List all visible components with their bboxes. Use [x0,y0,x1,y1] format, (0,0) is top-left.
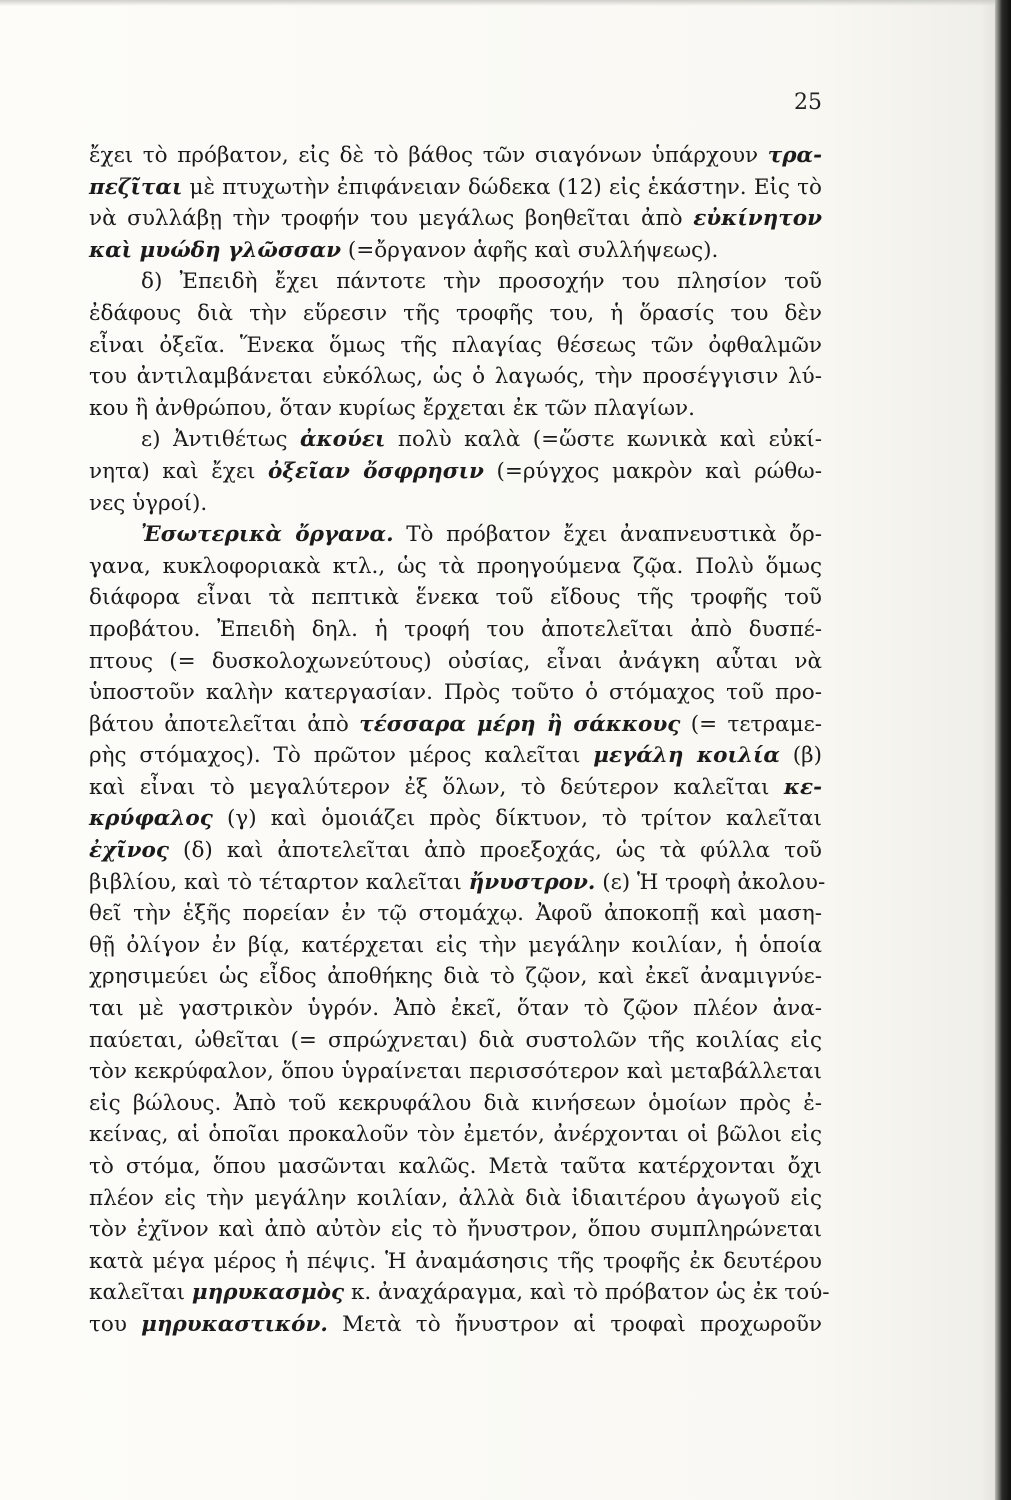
text-run: γανα, κυκλοφοριακὰ κτλ., ὡς τὰ προηγούμενα ζῷα. Πολὺ ὅμως [89,553,822,579]
text-line [89,172,822,204]
text-line [89,614,822,646]
text-run: ε) Ἀντιθέτως [141,427,300,453]
text-line [89,1246,822,1278]
text-line [89,519,822,551]
text-line [89,361,822,393]
emphasized-term: ἤνυστρον. [468,869,596,895]
emphasized-term: κε- [783,774,822,800]
page-binding-edge [995,0,1011,1500]
emphasized-term: κρύφαλος [89,806,213,832]
text-line [89,709,822,741]
text-line [89,140,822,172]
text-line [89,266,822,298]
page-number: 25 [794,90,822,115]
text-run: κου ἢ ἀνθρώπου, ὅταν κυρίως ἔρχεται ἐκ τῶν πλαγίων. [89,395,695,421]
text-run: νητα) καὶ ἔχει [89,458,268,484]
text-run: του ἀντιλαμβάνεται εὐκόλως, ὡς ὁ λαγωός, τὴν προσέγγισιν λύ- [89,364,822,390]
text-line [89,456,822,488]
text-run: (γ) καὶ ὁμοιάζει πρὸς δίκτυον, τὸ τρίτον καλεῖται [212,806,822,832]
text-run: θεῖ τὴν ἑξῆς πορείαν ἐν τῷ στομάχῳ. Ἀφοῦ ἀποκοπῇ καὶ μαση- [89,901,822,927]
text-line [89,1277,830,1309]
text-run: πλέον εἰς τὴν μεγάλην κοιλίαν, ἀλλὰ διὰ ἰδιαιτέρου ἀγωγοῦ εἰς [89,1185,822,1211]
text-run: τὸν ἐχῖνον καὶ ἀπὸ αὐτὸν εἰς τὸ ἤνυστρον, ὅπου συμπληρώνεται [89,1217,822,1243]
text-run: καὶ εἶναι τὸ μεγαλύτερον ἐξ ὅλων, τὸ δεύτερον καλεῖται [89,774,784,800]
text-line [89,646,822,678]
text-run: κείνας, αἱ ὁποῖαι προκαλοῦν τὸν ἐμετόν, ἀνέρχονται οἱ βῶλοι εἰς [89,1122,822,1148]
text-line [89,867,826,899]
text-run: Μετὰ τὸ ἤνυστρον αἱ τροφαὶ προχωροῦν [327,1311,822,1337]
emphasized-term: τρα- [767,143,822,168]
emphasized-term: τέσσαρα μέρη ἢ σάκκους [359,711,681,737]
text-run: Τὸ πρόβατον ἔχει ἀναπνευστικὰ ὄρ- [393,522,823,548]
text-line [89,1056,822,1088]
text-run: νὰ συλλάβῃ τὴν τροφήν του μεγάλως βοηθεῖται ἀπὸ [89,206,694,232]
text-run: νες ὑγροί). [89,490,208,516]
text-line [89,1214,822,1246]
text-run: (β) [779,743,822,769]
text-run: του [89,1311,142,1337]
emphasized-term: ἀκούει [299,427,386,453]
text-line [89,1151,822,1183]
text-run: μὲ πτυχωτὴν ἐπιφάνειαν δώδεκα (12) εἰς ἑκάστην. Εἰς τὸ [182,174,822,200]
emphasized-term: μηρυκασμὸς [191,1280,345,1306]
text-line [89,1183,822,1215]
emphasized-term: ἐχῖνος [89,838,169,864]
text-line [89,740,822,772]
text-run: βάτου ἀποτελεῖται ἀπὸ [89,711,360,737]
text-run: τὸ στόμα, ὅπου μασῶνται καλῶς. Μετὰ ταῦτα κατέρχονται ὄχι [89,1154,822,1179]
text-run: εἶναι ὀξεῖα. Ἕνεκα ὅμως τῆς πλαγίας θέσεως τῶν ὀφθαλμῶν [89,332,822,358]
text-run: πτους (= δυσκολοχωνεύτους) οὐσίας, εἶναι ἀνάγκη αὗται νὰ [89,648,822,674]
text-run: (δ) καὶ ἀποτελεῖται ἀπὸ προεξοχάς, ὡς τὰ φύλλα τοῦ [168,838,822,864]
text-line [89,235,822,267]
text-run: (ε) Ἡ τροφὴ ἀκολου- [595,869,826,895]
text-line [89,1309,822,1341]
text-run: ρὴς στόμαχος). Τὸ πρῶτον μέρος καλεῖται [89,743,594,769]
text-line [89,835,822,867]
emphasized-term: ὀξεῖαν ὄσφρησιν [267,458,484,484]
text-run: χρησιμεύει ὡς εἶδος ἀποθήκης διὰ τὸ ζῷον, καὶ ἐκεῖ ἀναμιγνύε- [89,964,822,990]
text-run: διάφορα εἶναι τὰ πεπτικὰ ἕνεκα τοῦ εἴδους τῆς τροφῆς τοῦ [89,585,822,611]
text-line [89,393,822,425]
emphasized-term: Ἐσωτερικὰ ὄργανα. [141,522,394,548]
text-line [89,803,822,835]
emphasized-term: εὐκίνητον [693,206,822,232]
text-line [89,1088,822,1120]
emphasized-term: πεζῖται [89,174,183,200]
text-run: ἔχει τὸ πρόβατον, εἰς δὲ τὸ βάθος τῶν σιαγόνων ὑπάρχουν [89,143,768,168]
text-run: τὸν κεκρύφαλον, ὅπου ὑγραίνεται περισσότερον καὶ μεταβάλλεται [89,1059,822,1085]
text-line [89,930,822,962]
text-run: καλεῖται [89,1280,192,1306]
text-run: ται μὲ γαστρικὸν ὑγρόν. Ἀπὸ ἐκεῖ, ὅταν τὸ ζῷον πλέον ἀνα- [89,996,822,1022]
text-run: (=ρύγχος μακρὸν καὶ ρώθω- [483,458,822,484]
text-run: παύεται, ὠθεῖται (= σπρώχνεται) διὰ συστολῶν τῆς κοιλίας εἰς [89,1027,822,1053]
text-line [89,961,822,993]
text-line [89,582,822,614]
text-line [89,488,822,520]
text-line [89,551,822,583]
text-run: πολὺ καλὰ (=ὥστε κωνικὰ καὶ εὐκί- [385,427,822,453]
text-run: κ. ἀναχάραγμα, καὶ τὸ πρόβατον ὡς ἐκ τού- [344,1280,830,1306]
text-line [89,1025,822,1057]
text-line [89,203,822,235]
body-text [89,140,830,1341]
text-line [89,298,822,330]
text-line [89,677,822,709]
text-run: (= τετραμε- [680,711,822,737]
text-line [89,1119,822,1151]
text-line [89,993,822,1025]
page-top-shadow [0,0,1011,6]
text-run: εἰς βώλους. Ἀπὸ τοῦ κεκρυφάλου διὰ κινήσεων ὁμοίων πρὸς ἐ- [89,1090,822,1116]
text-line [89,772,822,804]
text-line [89,330,822,362]
text-line [89,898,822,930]
text-run: (=ὄργανον ἁφῆς καὶ συλλήψεως). [341,237,719,263]
text-run: βιβλίου, καὶ τὸ τέταρτον καλεῖται [89,869,469,895]
text-run: δ) Ἐπειδὴ ἔχει πάντοτε τὴν προσοχήν του πλησίον τοῦ [141,269,822,295]
emphasized-term: καὶ μυώδη γλῶσσαν [89,237,342,263]
text-run: προβάτου. Ἐπειδὴ δηλ. ἡ τροφή του ἀποτελεῖται ἀπὸ δυσπέ- [89,616,822,642]
text-run: ὑποστοῦν καλὴν κατεργασίαν. Πρὸς τοῦτο ὁ στόμαχος τοῦ προ- [89,680,822,706]
emphasized-term: μηρυκαστικόν. [141,1311,328,1337]
text-run: θῇ ὀλίγον ἐν βίᾳ, κατέρχεται εἰς τὴν μεγάλην κοιλίαν, ἡ ὁποία [89,932,822,958]
text-run: κατὰ μέγα μέρος ἡ πέψις. Ἡ ἀναμάσησις τῆς τροφῆς ἐκ δευτέρου [89,1248,822,1274]
text-run: ἐδάφους διὰ τὴν εὕρεσιν τῆς τροφῆς του, ἡ ὅρασίς του δὲν [89,300,822,326]
emphasized-term: μεγάλη κοιλία [593,743,780,769]
text-line [89,424,822,456]
